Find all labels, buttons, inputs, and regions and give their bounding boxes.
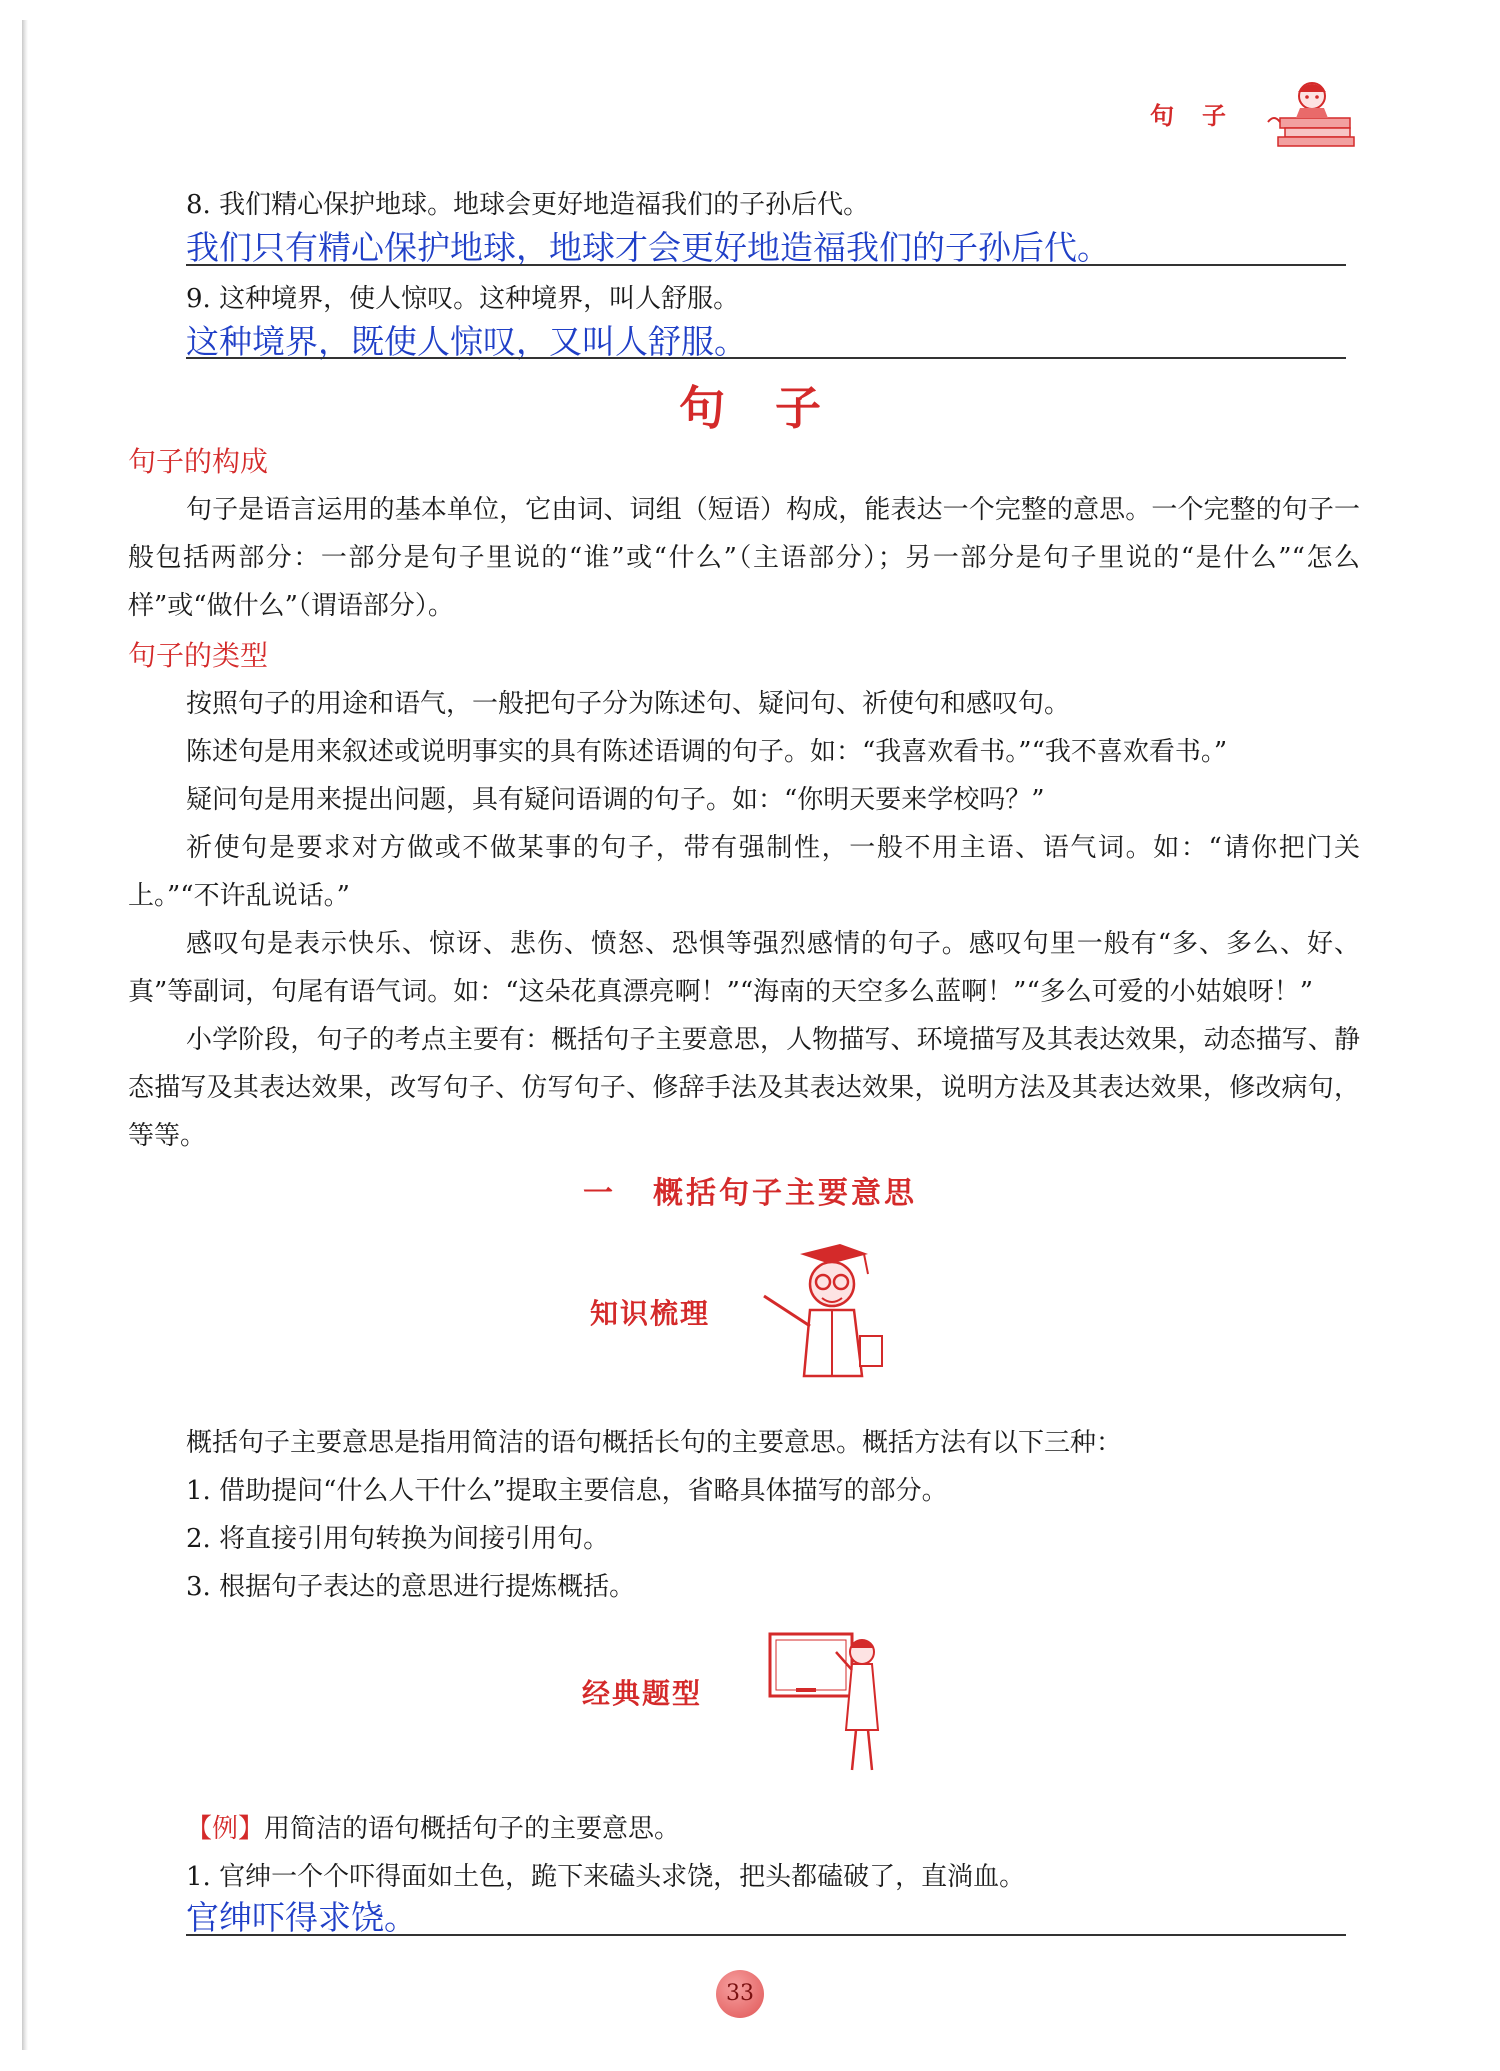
method-item: 3. 根据句子表达的意思进行提炼概括。 [186, 1572, 636, 1602]
running-header [1150, 78, 1360, 148]
page-number: 33 [716, 1970, 764, 2018]
page-spine-shadow [22, 20, 28, 2050]
example-question: 1. 官绅一个个吓得面如土色，跪下来磕头求饶，把头都磕破了，直淌血。 [186, 1862, 1026, 1892]
section-paragraph: 句子是语言运用的基本单位，它由词、词组（短语）构成，能表达一个完整的意思。一个完整的句子一般包括两部分：一部分是句子里说的“谁”或“什么”（主语部分）；另一部分是句子里说的“是什么”“怎么样”或“做什么”（谓语部分）。 [128, 495, 1360, 621]
chapter-title: 句子 [679, 381, 871, 435]
section-paragraph: 按照句子的用途和语气，一般把句子分为陈述句、疑问句、祈使句和感叹句。 [186, 689, 1071, 719]
girl-reading-books-icon [1260, 78, 1360, 148]
exercise-answer: 这种境界，既使人惊叹，又叫人舒服。 [186, 322, 747, 361]
section-heading: 句子的类型 [128, 639, 269, 672]
section-heading: 句子的构成 [128, 445, 269, 478]
exercise-question: 8. 我们精心保护地球。地球会更好地造福我们的子孙后代。 [186, 190, 870, 220]
subsection-title: 概括句子主要意思 [653, 1176, 917, 1211]
answer-line [186, 1934, 1346, 1936]
exercise-answer: 我们只有精心保护地球，地球才会更好地造福我们的子孙后代。 [186, 228, 1110, 267]
example-instruction: 用简洁的语句概括句子的主要意思。 [264, 1814, 681, 1844]
section-paragraph: 疑问句是用来提出问题，具有疑问语调的句子。如：“你明天要来学校吗？” [186, 785, 1045, 815]
section-paragraph: 陈述句是用来叙述或说明事实的具有陈述语调的句子。如：“我喜欢看书。”“我不喜欢看书。” [186, 737, 1228, 767]
subsection-heading [0, 1168, 1500, 1212]
example-answer: 官绅吓得求饶。 [186, 1898, 417, 1937]
exercise-question: 9. 这种境界，使人惊叹。这种境界，叫人舒服。 [186, 284, 740, 314]
header-section-label: 句子 [1150, 101, 1254, 130]
example-tag: 【例】 [186, 1814, 265, 1844]
example-prompt [186, 1808, 680, 1845]
method-item: 1. 借助提问“什么人干什么”提取主要信息，省略具体描写的部分。 [186, 1476, 948, 1506]
method-item: 2. 将直接引用句转换为间接引用句。 [186, 1524, 610, 1554]
knowledge-badge-label: 知识梳理 [590, 1297, 711, 1330]
knowledge-intro: 概括句子主要意思是指用简洁的语句概括长句的主要意思。概括方法有以下三种： [186, 1428, 1123, 1458]
answer-line [186, 357, 1346, 359]
section-paragraph: 感叹句是表示快乐、惊讶、悲伤、愤怒、恐惧等强烈感情的句子。感叹句里一般有“多、多么、好、真”等副词，句尾有语气词。如：“这朵花真漂亮啊！”“海南的天空多么蓝啊！”“多么可爱的小姑娘呀！” [128, 929, 1360, 1007]
classic-badge-label: 经典题型 [582, 1677, 703, 1710]
section-paragraph: 祈使句是要求对方做或不做某事的句子，带有强制性，一般不用主语、语气词。如：“请你把门关上。”“不许乱说话。” [128, 833, 1360, 911]
answer-line [186, 264, 1346, 266]
section-paragraph: 小学阶段，句子的考点主要有：概括句子主要意思，人物描写、环境描写及其表达效果，动态描写、静态描写及其表达效果，改写句子、仿写句子、修辞手法及其表达效果，说明方法及其表达效果，修改病句，等等。 [128, 1025, 1360, 1151]
teacher-with-pointer-icon [760, 1240, 890, 1390]
subsection-number: 一 [583, 1176, 613, 1211]
teacher-at-blackboard-icon [766, 1630, 892, 1780]
